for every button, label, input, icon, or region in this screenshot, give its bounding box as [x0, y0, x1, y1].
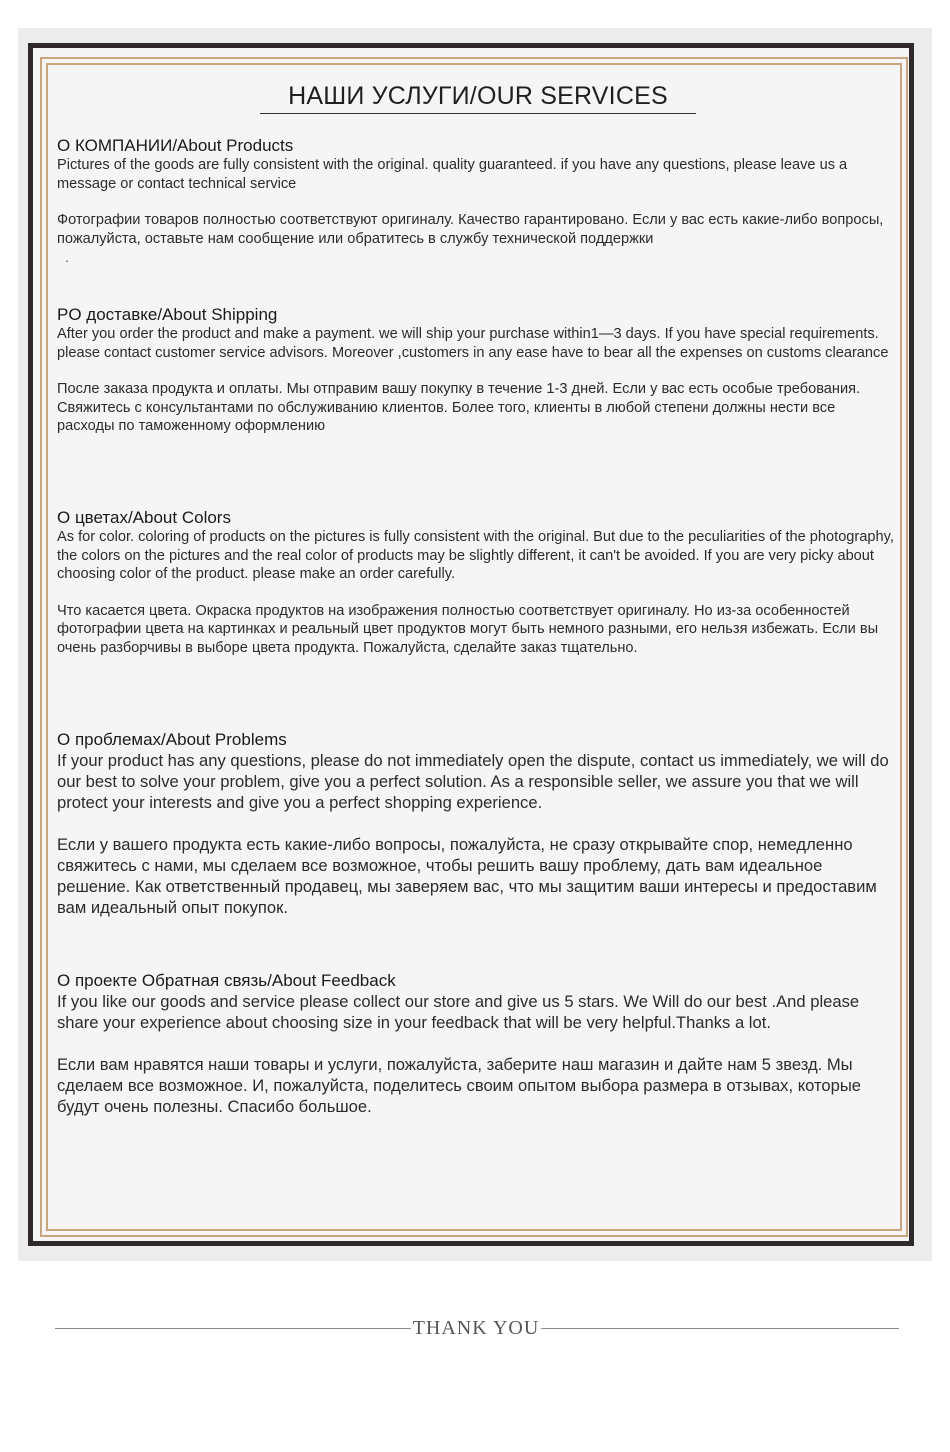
- section-text-en: After you order the product and make a payment. we will ship your purchase within1—3 days. If you have special requirements. please contact customer service advisors. Moreover ,customers in any ease have to bear all the expenses on customs clearance: [57, 326, 889, 361]
- section-text-ru: Что касается цвета. Окраска продуктов на изображения полностью соответствует оригиналу. Но из-за особенностей фотографии цвета на картинках и реальный цвет продуктов могут быть немного разными, его нельзя избежать. Если вы очень разборчивы в выборе цвета продукта. Пожалуйста, сделайте заказ тщательно.: [57, 602, 879, 656]
- thank-you-label: THANK YOU: [412, 1317, 540, 1339]
- section-about-products: [57, 136, 895, 266]
- section-text-en: If your product has any questions, please do not immediately open the dispute, contact us immediately, we will do our best to solve your problem, give you a perfect solution. As a responsible seller, we assure you that we will protect your interests and give you a perfect shopping experience.: [57, 751, 889, 812]
- section-text-ru: Если у вашего продукта есть какие-либо вопросы, пожалуйста, не сразу открывайте спор, немедленно свяжитесь с нами, мы сделаем все возможное, чтобы решить вашу проблему, дать вам идеальное решение. Как ответственный продавец, мы заверяем вас, что мы защитим ваши интересы и предоставим вам идеальный опыт покупок.: [57, 835, 877, 917]
- section-title: PO доставке/About Shipping: [57, 305, 278, 324]
- divider-left: [55, 1328, 411, 1329]
- section-text-en: As for color. coloring of products on the pictures is fully consistent with the original. But due to the peculiarities of the photography, the colors on the pictures and the real color of products may be slightly different, it can't be avoided. If you are very picky about choosing color of the product. please make an order carefully.: [57, 529, 894, 583]
- page-title: НАШИ УСЛУГИ/OUR SERVICES: [260, 82, 696, 114]
- section-title: О проекте Обратная связь/About Feedback: [57, 971, 396, 990]
- section-about-colors: [57, 508, 895, 658]
- thank-you-footer: [0, 1317, 950, 1341]
- section-text-en: Pictures of the goods are fully consistent with the original. quality guaranteed. if you have any questions, please leave us a message or contact technical service: [57, 157, 848, 192]
- divider-right: [541, 1328, 899, 1329]
- section-text-ru: После заказа продукта и оплаты. Мы отправим вашу покупку в течение 1-3 дней. Если у вас есть особые требования. Свяжитесь с консультантами по обслуживанию клиентов. Более того, клиенты в любой степени должны нести все расходы по таможенному оформлению: [57, 381, 861, 435]
- section-title: О цветах/About Colors: [57, 508, 231, 527]
- section-text-ru: Фотографии товаров полностью соответствуют оригиналу. Качество гарантировано. Если у вас есть какие-либо вопросы, пожалуйста, оставьте нам сообщение или обратитесь в службу технической поддержки: [57, 212, 884, 247]
- section-title: О проблемах/About Problems: [57, 730, 287, 749]
- section-extra: .: [65, 249, 69, 266]
- section-title: О КОМПАНИИ/About Products: [57, 136, 294, 155]
- section-text-en: If you like our goods and service please collect our store and give us 5 stars. We Will do our best .And please share your experience about choosing size in your feedback that will be very helpful.Thanks a lot.: [57, 992, 860, 1032]
- section-text-ru: Если вам нравятся наши товары и услуги, пожалуйста, заберите наш магазин и дайте нам 5 звезд. Мы сделаем все возможное. И, пожалуйста, поделитесь своим опытом выбора размера в отзывах, которые будут очень полезны. Спасибо большое.: [57, 1055, 862, 1116]
- section-about-problems: [57, 730, 895, 918]
- section-about-shipping: [57, 305, 895, 436]
- section-about-feedback: [57, 971, 895, 1117]
